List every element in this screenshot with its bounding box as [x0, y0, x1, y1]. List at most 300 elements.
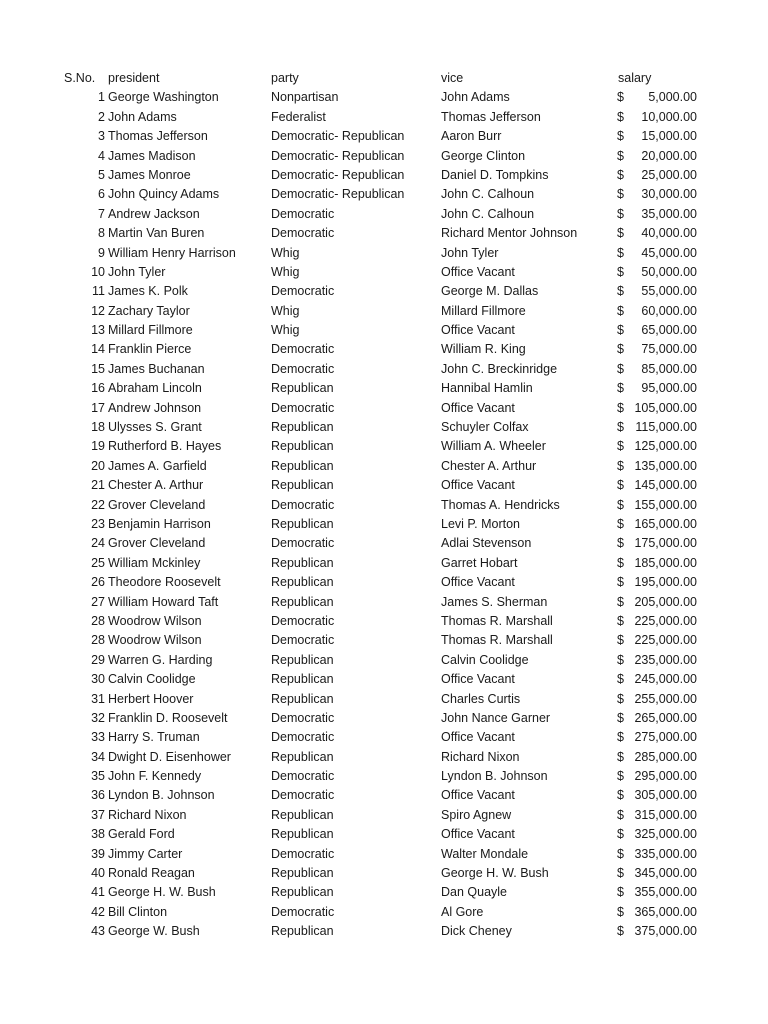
cell-president: Ulysses S. Grant [108, 420, 202, 435]
cell-party: Democratic [271, 400, 335, 415]
cell-salary: 155,000.00 [634, 497, 697, 512]
cell-salary: 165,000.00 [634, 516, 697, 531]
header-president: president [108, 71, 160, 85]
cell-currency: $ [617, 807, 624, 822]
cell-party: Republican [271, 420, 334, 435]
cell-currency: $ [617, 594, 624, 609]
cell-president: Rutherford B. Hayes [108, 439, 222, 454]
cell-party: Republican [271, 807, 334, 822]
cell-currency: $ [617, 575, 624, 590]
cell-salary: 135,000.00 [634, 458, 697, 473]
table-row [0, 185, 768, 204]
cell-party: Democratic- Republican [271, 129, 405, 144]
cell-vice: John C. Calhoun [441, 206, 535, 221]
cell-salary: 10,000.00 [641, 109, 697, 124]
cell-president: Franklin D. Roosevelt [108, 710, 228, 725]
cell-party: Democratic [271, 497, 335, 512]
cell-president: Zachary Taylor [108, 303, 190, 318]
cell-currency: $ [617, 827, 624, 842]
cell-currency: $ [617, 555, 624, 570]
cell-president: Benjamin Harrison [108, 516, 211, 531]
cell-vice: James S. Sherman [441, 594, 548, 609]
cell-sno: 21 [91, 478, 105, 493]
cell-sno: 1 [98, 90, 105, 105]
cell-salary: 50,000.00 [641, 264, 697, 279]
cell-sno: 22 [91, 497, 105, 512]
cell-president: Millard Fillmore [108, 323, 193, 338]
cell-salary: 245,000.00 [634, 672, 697, 687]
cell-party: Democratic [271, 613, 335, 628]
cell-vice: Adlai Stevenson [441, 536, 532, 551]
cell-sno: 4 [98, 148, 105, 163]
cell-salary: 60,000.00 [641, 303, 697, 318]
table-row [0, 263, 768, 282]
table-row [0, 379, 768, 398]
cell-vice: Hannibal Hamlin [441, 381, 533, 396]
cell-party: Republican [271, 691, 334, 706]
cell-salary: 345,000.00 [634, 866, 697, 881]
cell-party: Republican [271, 866, 334, 881]
table-row [0, 728, 768, 747]
cell-salary: 365,000.00 [634, 904, 697, 919]
cell-president: John Tyler [108, 264, 166, 279]
table-row [0, 360, 768, 379]
cell-sno: 32 [91, 710, 105, 725]
cell-currency: $ [617, 672, 624, 687]
cell-currency: $ [617, 633, 624, 648]
table-row [0, 631, 768, 650]
cell-currency: $ [617, 109, 624, 124]
cell-party: Democratic- Republican [271, 148, 405, 163]
cell-currency: $ [617, 536, 624, 551]
cell-currency: $ [617, 846, 624, 861]
cell-currency: $ [617, 342, 624, 357]
cell-party: Federalist [271, 109, 326, 124]
cell-party: Republican [271, 458, 334, 473]
cell-president: Richard Nixon [108, 807, 187, 822]
cell-president: Harry S. Truman [108, 730, 200, 745]
cell-currency: $ [617, 284, 624, 299]
table-row [0, 127, 768, 146]
cell-vice: Thomas Jefferson [441, 109, 541, 124]
cell-president: George H. W. Bush [108, 885, 216, 900]
cell-party: Republican [271, 885, 334, 900]
cell-vice: Thomas R. Marshall [441, 633, 553, 648]
cell-currency: $ [617, 323, 624, 338]
cell-president: George Washington [108, 90, 219, 105]
header-vice: vice [441, 71, 464, 85]
cell-salary: 175,000.00 [634, 536, 697, 551]
cell-salary: 15,000.00 [641, 129, 697, 144]
cell-vice: Al Gore [441, 904, 484, 919]
cell-currency: $ [617, 710, 624, 725]
cell-vice: George H. W. Bush [441, 866, 549, 881]
cell-vice: William A. Wheeler [441, 439, 546, 454]
cell-president: Ronald Reagan [108, 866, 195, 881]
cell-vice: Millard Fillmore [441, 303, 526, 318]
cell-sno: 26 [91, 575, 105, 590]
cell-president: Warren G. Harding [108, 652, 213, 667]
cell-sno: 17 [91, 400, 105, 415]
table-row [0, 534, 768, 553]
table-row [0, 205, 768, 224]
cell-vice: William R. King [441, 342, 526, 357]
cell-vice: Calvin Coolidge [441, 652, 529, 667]
cell-sno: 28 [91, 633, 105, 648]
table-row [0, 166, 768, 185]
cell-currency: $ [617, 206, 624, 221]
cell-sno: 15 [91, 361, 105, 376]
table-row [0, 476, 768, 495]
cell-currency: $ [617, 885, 624, 900]
cell-salary: 235,000.00 [634, 652, 697, 667]
cell-sno: 25 [91, 555, 105, 570]
cell-salary: 55,000.00 [641, 284, 697, 299]
cell-salary: 125,000.00 [634, 439, 697, 454]
cell-president: Andrew Jackson [108, 206, 200, 221]
cell-currency: $ [617, 458, 624, 473]
cell-sno: 23 [91, 516, 105, 531]
header-party: party [271, 71, 299, 85]
table-row [0, 573, 768, 592]
cell-vice: Richard Mentor Johnson [441, 226, 578, 241]
cell-currency: $ [617, 788, 624, 803]
cell-president: Jimmy Carter [108, 846, 183, 861]
cell-party: Nonpartisan [271, 90, 339, 105]
cell-vice: Office Vacant [441, 730, 515, 745]
cell-president: William Mckinley [108, 555, 201, 570]
cell-president: Andrew Johnson [108, 400, 202, 415]
cell-sno: 8 [98, 226, 105, 241]
cell-vice: Thomas R. Marshall [441, 613, 553, 628]
table-row [0, 147, 768, 166]
cell-salary: 25,000.00 [641, 167, 697, 182]
cell-salary: 325,000.00 [634, 827, 697, 842]
cell-sno: 11 [92, 284, 105, 299]
cell-vice: George Clinton [441, 148, 526, 163]
cell-sno: 30 [91, 672, 105, 687]
cell-president: Gerald Ford [108, 827, 175, 842]
cell-party: Republican [271, 555, 334, 570]
cell-salary: 305,000.00 [634, 788, 697, 803]
cell-president: Thomas Jefferson [108, 129, 208, 144]
cell-currency: $ [617, 439, 624, 454]
cell-president: Theodore Roosevelt [108, 575, 221, 590]
cell-president: Abraham Lincoln [108, 381, 202, 396]
table-row [0, 496, 768, 515]
table-row [0, 340, 768, 359]
cell-president: Dwight D. Eisenhower [108, 749, 231, 764]
table-row [0, 457, 768, 476]
cell-vice: Richard Nixon [441, 749, 520, 764]
table-row [0, 651, 768, 670]
cell-party: Republican [271, 594, 334, 609]
cell-president: James A. Garfield [108, 458, 207, 473]
table-row [0, 515, 768, 534]
cell-currency: $ [617, 129, 624, 144]
cell-president: John F. Kennedy [108, 769, 202, 784]
cell-salary: 315,000.00 [634, 807, 697, 822]
cell-party: Democratic [271, 361, 335, 376]
table-row [0, 554, 768, 573]
cell-currency: $ [617, 652, 624, 667]
cell-sno: 34 [91, 749, 105, 764]
cell-currency: $ [617, 613, 624, 628]
cell-salary: 45,000.00 [641, 245, 697, 260]
cell-party: Democratic [271, 536, 335, 551]
cell-currency: $ [617, 148, 624, 163]
cell-sno: 12 [91, 303, 105, 318]
cell-salary: 335,000.00 [634, 846, 697, 861]
cell-party: Democratic [271, 904, 335, 919]
cell-party: Republican [271, 749, 334, 764]
cell-sno: 14 [91, 342, 105, 357]
table-row [0, 302, 768, 321]
cell-currency: $ [617, 400, 624, 415]
cell-vice: Daniel D. Tompkins [441, 167, 549, 182]
cell-salary: 20,000.00 [641, 148, 697, 163]
cell-party: Democratic [271, 846, 335, 861]
cell-party: Republican [271, 827, 334, 842]
cell-president: James Madison [108, 148, 196, 163]
table-row [0, 612, 768, 631]
table-row [0, 748, 768, 767]
cell-president: Woodrow Wilson [108, 633, 202, 648]
cell-sno: 9 [98, 245, 105, 260]
table-row [0, 224, 768, 243]
cell-party: Whig [271, 303, 300, 318]
cell-vice: Levi P. Morton [441, 516, 520, 531]
cell-sno: 13 [91, 323, 105, 338]
cell-president: Lyndon B. Johnson [108, 788, 215, 803]
cell-currency: $ [617, 866, 624, 881]
cell-party: Republican [271, 672, 334, 687]
cell-president: James Monroe [108, 167, 191, 182]
cell-sno: 28 [91, 613, 105, 628]
cell-currency: $ [617, 904, 624, 919]
table-row [0, 709, 768, 728]
table-row [0, 282, 768, 301]
table-row [0, 922, 768, 941]
table-row [0, 883, 768, 902]
cell-party: Democratic [271, 342, 335, 357]
cell-president: William Henry Harrison [108, 245, 236, 260]
cell-currency: $ [617, 361, 624, 376]
cell-president: John Quincy Adams [108, 187, 220, 202]
cell-vice: Office Vacant [441, 575, 515, 590]
table-row [0, 418, 768, 437]
cell-salary: 30,000.00 [641, 187, 697, 202]
cell-salary: 105,000.00 [634, 400, 697, 415]
cell-vice: Schuyler Colfax [441, 420, 529, 435]
cell-vice: Aaron Burr [441, 129, 502, 144]
cell-currency: $ [617, 497, 624, 512]
cell-party: Republican [271, 478, 334, 493]
cell-sno: 24 [91, 536, 105, 551]
cell-president: Grover Cleveland [108, 536, 206, 551]
cell-salary: 145,000.00 [634, 478, 697, 493]
cell-currency: $ [617, 381, 624, 396]
cell-salary: 285,000.00 [634, 749, 697, 764]
cell-salary: 115,000.00 [635, 420, 697, 435]
cell-vice: Office Vacant [441, 264, 515, 279]
cell-president: Grover Cleveland [108, 497, 206, 512]
cell-currency: $ [617, 167, 624, 182]
cell-vice: John Adams [441, 90, 510, 105]
cell-sno: 40 [91, 866, 105, 881]
table-row [0, 845, 768, 864]
cell-president: Woodrow Wilson [108, 613, 202, 628]
cell-salary: 255,000.00 [634, 691, 697, 706]
cell-president: Bill Clinton [108, 904, 168, 919]
cell-vice: Office Vacant [441, 323, 515, 338]
cell-currency: $ [617, 749, 624, 764]
header-row [0, 69, 768, 88]
cell-salary: 35,000.00 [641, 206, 697, 221]
cell-vice: Office Vacant [441, 400, 515, 415]
cell-sno: 18 [91, 420, 105, 435]
cell-salary: 40,000.00 [641, 226, 697, 241]
cell-salary: 295,000.00 [634, 769, 697, 784]
cell-vice: Thomas A. Hendricks [441, 497, 560, 512]
cell-salary: 85,000.00 [641, 361, 697, 376]
cell-party: Democratic [271, 730, 335, 745]
cell-currency: $ [617, 226, 624, 241]
cell-vice: Office Vacant [441, 478, 515, 493]
cell-salary: 95,000.00 [641, 381, 697, 396]
cell-president: George W. Bush [108, 924, 200, 939]
cell-currency: $ [617, 303, 624, 318]
cell-salary: 355,000.00 [634, 885, 697, 900]
cell-vice: Spiro Agnew [441, 807, 512, 822]
cell-currency: $ [617, 187, 624, 202]
cell-party: Whig [271, 323, 300, 338]
cell-vice: Chester A. Arthur [441, 458, 537, 473]
cell-president: Herbert Hoover [108, 691, 194, 706]
cell-sno: 36 [91, 788, 105, 803]
cell-vice: Office Vacant [441, 827, 515, 842]
cell-sno: 20 [91, 458, 105, 473]
table-row [0, 437, 768, 456]
cell-party: Democratic [271, 769, 335, 784]
cell-sno: 41 [91, 885, 105, 900]
cell-party: Democratic [271, 206, 335, 221]
cell-currency: $ [617, 730, 624, 745]
cell-party: Democratic- Republican [271, 167, 405, 182]
cell-party: Democratic [271, 226, 335, 241]
table-row [0, 825, 768, 844]
cell-vice: Dick Cheney [441, 924, 512, 939]
cell-salary: 225,000.00 [634, 613, 697, 628]
cell-party: Republican [271, 439, 334, 454]
cell-sno: 39 [91, 846, 105, 861]
cell-party: Democratic [271, 710, 335, 725]
cell-sno: 10 [91, 264, 105, 279]
cell-vice: John C. Breckinridge [441, 361, 558, 376]
cell-sno: 33 [91, 730, 105, 745]
cell-vice: John Tyler [441, 245, 499, 260]
cell-sno: 35 [91, 769, 105, 784]
cell-vice: Charles Curtis [441, 691, 521, 706]
table-row [0, 903, 768, 922]
cell-salary: 5,000.00 [648, 90, 697, 105]
cell-party: Republican [271, 381, 334, 396]
cell-president: William Howard Taft [108, 594, 219, 609]
cell-vice: Garret Hobart [441, 555, 518, 570]
table-row [0, 244, 768, 263]
table-row [0, 88, 768, 107]
table-row [0, 321, 768, 340]
cell-president: James Buchanan [108, 361, 205, 376]
cell-salary: 75,000.00 [641, 342, 697, 357]
cell-sno: 29 [91, 652, 105, 667]
cell-currency: $ [617, 769, 624, 784]
cell-currency: $ [617, 420, 624, 435]
table-row [0, 670, 768, 689]
cell-currency: $ [617, 478, 624, 493]
cell-president: John Adams [108, 109, 177, 124]
cell-party: Republican [271, 652, 334, 667]
cell-sno: 5 [98, 167, 105, 182]
cell-president: James K. Polk [108, 284, 188, 299]
table-row [0, 593, 768, 612]
cell-sno: 7 [98, 206, 105, 221]
cell-party: Democratic [271, 633, 335, 648]
cell-currency: $ [617, 90, 624, 105]
cell-vice: John C. Calhoun [441, 187, 535, 202]
cell-president: Franklin Pierce [108, 342, 192, 357]
cell-salary: 375,000.00 [634, 924, 697, 939]
cell-currency: $ [617, 516, 624, 531]
cell-sno: 37 [91, 807, 105, 822]
cell-party: Republican [271, 575, 334, 590]
cell-salary: 275,000.00 [634, 730, 697, 745]
table-row [0, 864, 768, 883]
table-row [0, 108, 768, 127]
cell-vice: Office Vacant [441, 672, 515, 687]
cell-president: Calvin Coolidge [108, 672, 196, 687]
cell-vice: Lyndon B. Johnson [441, 769, 548, 784]
cell-currency: $ [617, 264, 624, 279]
table-body [0, 88, 768, 941]
header-sno: S.No. [64, 71, 96, 85]
cell-party: Democratic [271, 788, 335, 803]
cell-salary: 265,000.00 [634, 710, 697, 725]
cell-vice: George M. Dallas [441, 284, 539, 299]
cell-currency: $ [617, 245, 624, 260]
cell-salary: 205,000.00 [634, 594, 697, 609]
header-salary: salary [618, 71, 652, 85]
cell-president: Martin Van Buren [108, 226, 205, 241]
cell-salary: 65,000.00 [641, 323, 697, 338]
cell-president: Chester A. Arthur [108, 478, 204, 493]
cell-vice: John Nance Garner [441, 710, 551, 725]
cell-sno: 42 [91, 904, 105, 919]
cell-sno: 31 [91, 691, 105, 706]
president-table [0, 69, 768, 942]
cell-party: Republican [271, 924, 334, 939]
cell-sno: 2 [98, 109, 105, 124]
cell-party: Democratic- Republican [271, 187, 405, 202]
table-row [0, 690, 768, 709]
table-row [0, 806, 768, 825]
cell-sno: 3 [98, 129, 105, 144]
table-row [0, 767, 768, 786]
cell-sno: 43 [91, 924, 105, 939]
cell-vice: Walter Mondale [441, 846, 529, 861]
cell-party: Democratic [271, 284, 335, 299]
cell-currency: $ [617, 924, 624, 939]
